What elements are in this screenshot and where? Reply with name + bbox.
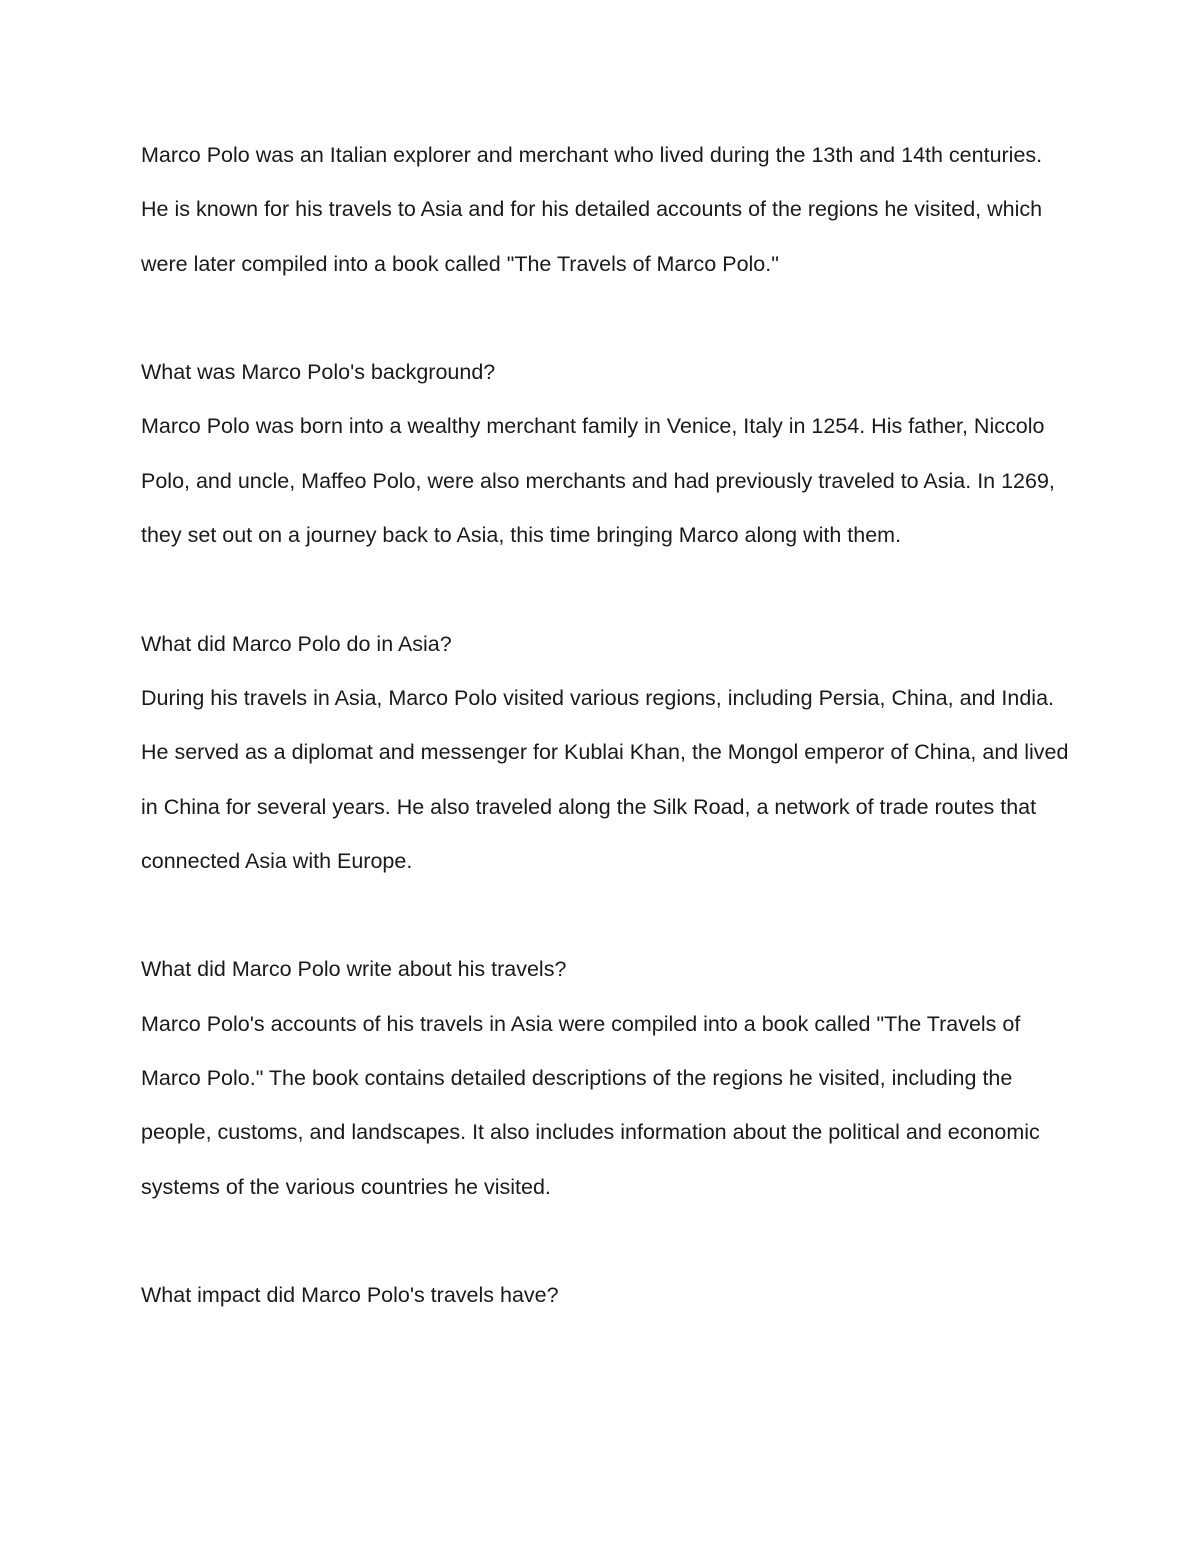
section-answer-asia: During his travels in Asia, Marco Polo visited various regions, including Persia, China, and India. He served as a diplomat and messenger for Kublai Khan, the Mongol emperor of China, and lived in China for several years. He also traveled along the Silk Road, a network of trade routes that connected Asia with Europe.	[141, 685, 1069, 873]
paragraph-gap	[141, 562, 1071, 616]
section-question-background: What was Marco Polo's background?	[141, 360, 496, 385]
paragraph-gap	[141, 888, 1071, 942]
document-body	[141, 128, 1071, 1323]
section-answer-writings: Marco Polo's accounts of his travels in Asia were compiled into a book called "The Travels of Marco Polo." The book contains detailed descriptions of the regions he visited, including the people, customs, and landscapes. It also includes information about the political and economic systems of the various countries he visited.	[141, 1011, 1040, 1199]
section-question-asia: What did Marco Polo do in Asia?	[141, 631, 452, 656]
section-question-writings: What did Marco Polo write about his travels?	[141, 957, 567, 982]
section-answer-background: Marco Polo was born into a wealthy merchant family in Venice, Italy in 1254. His father, Niccolo Polo, and uncle, Maffeo Polo, were also merchants and had previously traveled to Asia. In 1269, they set out on a journey back to Asia, this time bringing Marco along with them.	[141, 414, 1055, 548]
paragraph-gap	[141, 291, 1071, 345]
paragraph-gap	[141, 1214, 1071, 1268]
section-question-impact: What impact did Marco Polo's travels have?	[141, 1283, 559, 1308]
intro-paragraph: Marco Polo was an Italian explorer and merchant who lived during the 13th and 14th centuries. He is known for his travels to Asia and for his detailed accounts of the regions he visited, which were later compiled into a book called "The Travels of Marco Polo."	[141, 143, 1043, 276]
